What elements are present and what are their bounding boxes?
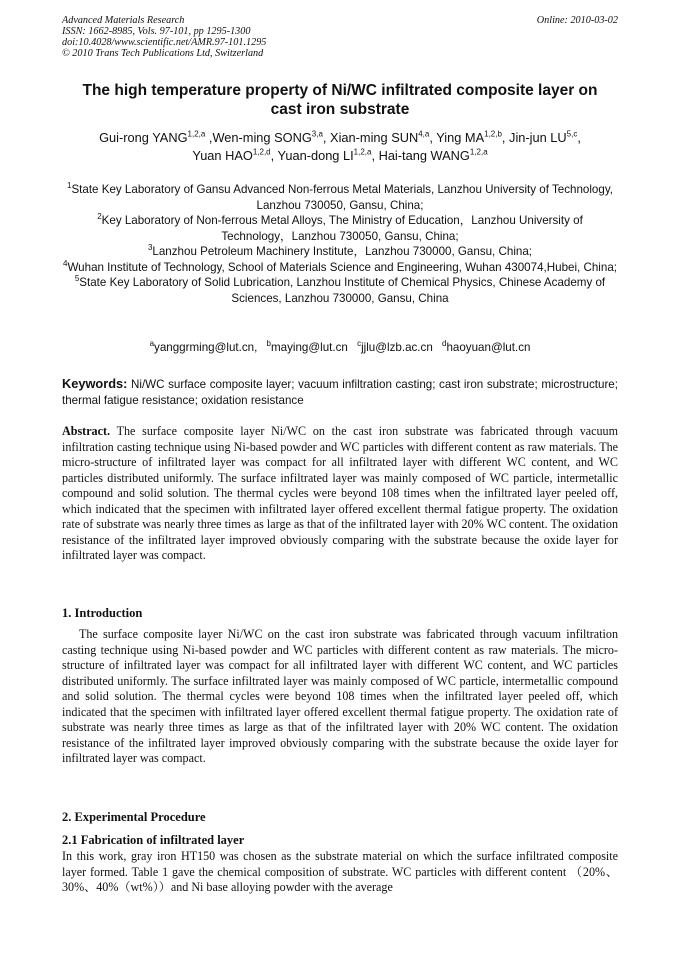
introduction-heading: 1. Introduction [62, 606, 143, 620]
abstract [62, 424, 618, 564]
author-affiliation-mark: 1,2,d [252, 147, 271, 157]
author-affiliation-mark: 1,2,a [469, 147, 488, 157]
journal-header [62, 15, 618, 59]
affiliation [62, 244, 618, 260]
journal-doi: doi:10.4028/www.scientific.net/AMR.97-101.1295 [62, 37, 267, 48]
author-separator: , [429, 130, 437, 145]
affiliation [62, 275, 618, 306]
author-separator: , [501, 130, 510, 145]
journal-name: Advanced Materials Research [62, 15, 185, 26]
author-name: Yuan HAO [192, 148, 253, 163]
paper-title-line-1: The high temperature property of Ni/WC infiltrated composite layer on [82, 82, 598, 99]
abstract-text: The surface composite layer Ni/WC on the cast iron substrate was fabricated through vacuum infiltration casting technique using Ni-based powder and WC particles with different content as raw materials. The micro-structure of infiltrated layer was compact for all infiltrated layer with different WC content, and WC particles distributed uniformly. The surface infiltrated layer was mainly composed of WC particle, intermetallic compound and solid solution. The thermal cycles were beyond 108 times when the infiltrated layer peeled off, which indicated that the specimen with infiltrated layer offered excellent thermal fatigue property. The oxidation rate of substrate was nearly three times as large as that of the infiltrated layer with 20% WC content. The oxidation resistance of the infiltrated layer improved obviously comparing with the substrate because the oxide layer for infiltrated layer was compact. [62, 424, 618, 562]
author-separator: , [371, 148, 379, 163]
email-entry [442, 341, 530, 354]
keywords-text: Ni/WC surface composite layer; vacuum infiltration casting; cast iron substrate; microstructure; thermal fatigue resistance; oxidation resistance [62, 378, 618, 407]
author-affiliation-mark: 4,a [418, 129, 430, 139]
author-list [62, 129, 618, 165]
email-list [62, 340, 618, 355]
author-separator: , [322, 130, 331, 145]
affiliation-number: 4 [62, 258, 68, 268]
affiliation-number: 5 [74, 274, 80, 284]
author-affiliation-mark: 5,c [566, 129, 578, 139]
paper-title-line-2: cast iron substrate [270, 101, 410, 118]
affiliation [62, 213, 618, 244]
experimental-heading: 2. Experimental Procedure [62, 810, 206, 824]
affiliation-number: 1 [66, 181, 72, 191]
journal-issn: ISSN: 1662-8985, Vols. 97-101, pp 1295-1300 [62, 26, 251, 37]
affiliation-text: State Key Laboratory of Solid Lubrication, Lanzhou Institute of Chemical Physics, Chinese Academy of Sciences, Lanzhou 730000, Gansu, China [79, 276, 606, 305]
journal-copyright: © 2010 Trans Tech Publications Ltd, Switzerland [62, 48, 264, 59]
author-name: Yuan-dong LI [277, 148, 354, 163]
email-address: haoyuan@lut.cn [446, 341, 531, 354]
affiliation-text: Lanzhou Petroleum Machinery Institute，Lanzhou 730000, Gansu, China; [152, 245, 533, 258]
author-line-2 [62, 147, 618, 165]
author-separator: , [205, 130, 213, 145]
affiliation-text: Wuhan Institute of Technology, School of Materials Science and Engineering, Wuhan 430074,Hubei, China; [67, 260, 617, 274]
author-separator: , [577, 130, 581, 145]
email-address: jjlu@lzb.ac.cn [361, 341, 433, 354]
affiliation [62, 260, 618, 276]
keywords [62, 376, 618, 408]
author-separator: , [270, 148, 278, 163]
author-affiliation-mark: 1,2,b [484, 129, 502, 139]
affiliation-text: State Key Laboratory of Gansu Advanced Non-ferrous Metal Materials, Lanzhou University of Technology, Lanzhou 730050, Gansu, China; [71, 183, 613, 212]
author-name: Xian-ming SUN [330, 130, 419, 145]
author-affiliation-mark: 3,a [311, 129, 323, 139]
email-mark: d [442, 339, 447, 349]
affiliation [62, 182, 618, 213]
author-affiliation-mark: 1,2,a [353, 147, 372, 157]
affiliation-list [62, 182, 618, 306]
author-name: Hai-tang WANG [378, 148, 470, 163]
email-mark: a [149, 339, 155, 349]
author-affiliation-mark: 1,2,a [187, 129, 206, 139]
abstract-label: Abstract. [62, 424, 111, 438]
author-line-1 [62, 129, 618, 147]
affiliation-text: Key Laboratory of Non-ferrous Metal Alloys, The Ministry of Education，Lanzhou University of Technology，Lanzhou 730050, Gansu, China; [101, 214, 583, 243]
email-entry [357, 341, 433, 354]
affiliation-number: 2 [97, 212, 102, 222]
email-mark: c [357, 339, 362, 349]
author-name: Ying MA [436, 130, 485, 145]
email-address: maying@lut.cn [270, 341, 348, 354]
author-name: Jin-jun LU [509, 130, 567, 145]
email-entry [267, 341, 348, 354]
author-name: Gui-rong YANG [99, 130, 188, 145]
email-address: yanggrming@lut.cn, [154, 341, 258, 354]
introduction-paragraph: The surface composite layer Ni/WC on the cast iron substrate was fabricated through vacuum infiltration casting technique using Ni-based powder and WC particles with different content as raw materials. The micro-structure of infiltrated layer was compact for all infiltrated layer with different WC content, and WC particles distributed uniformly. The surface infiltrated layer was mainly composed of WC particle, intermetallic compound and solid solution. The thermal cycles were beyond 108 times when the infiltrated layer peeled off, which indicated that the specimen with infiltrated layer offered excellent thermal fatigue property. The oxidation rate of substrate was nearly three times as large as that of the infiltrated layer with 20% WC content. The oxidation resistance of the infiltrated layer improved obviously comparing with the substrate because the oxide layer for infiltrated layer was compact. [62, 627, 618, 765]
online-date: Online: 2010-03-02 [536, 15, 618, 26]
author-name: Wen-ming SONG [212, 130, 312, 145]
fabrication-subheading: 2.1 Fabrication of infiltrated layer [62, 833, 245, 847]
email-entry [150, 341, 258, 354]
paper-title [62, 81, 618, 119]
affiliation-number: 3 [147, 243, 153, 253]
keywords-label: Keywords: [62, 376, 128, 391]
email-mark: b [266, 339, 271, 349]
experimental-paragraph: In this work, gray iron HT150 was chosen as the substrate material on which the surface infiltrated composite layer formed. Table 1 gave the chemical composition of substrate. WC particles with different content （20%、30%、40%（wt%））and Ni base alloying powder with the average [62, 849, 618, 894]
